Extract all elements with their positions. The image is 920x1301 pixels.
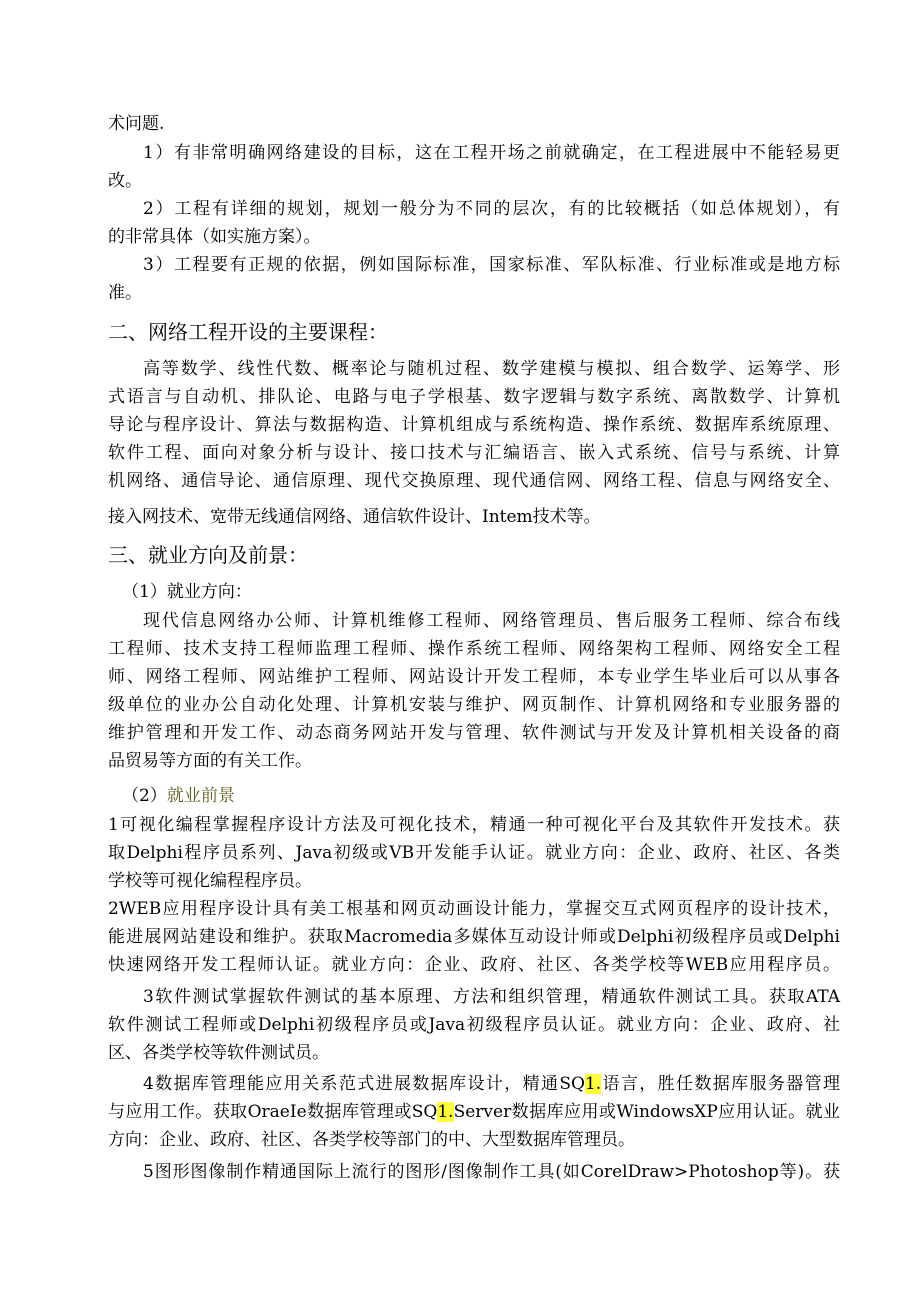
paragraph-line: 5图形图像制作精通国际上流行的图形/图像制作工具(如CorelDraw>Photoshop等)。获	[143, 1162, 840, 1182]
paragraph-line: 3软件测试掌握软件测试的基本原理、方法和组织管理，精通软件测试工具。获取ATA	[143, 987, 840, 1007]
paragraph-line: 品贸易等方面的有关工作。	[108, 751, 312, 771]
paragraph-line	[108, 1100, 840, 1124]
paragraph-line: 2）工程有详细的规划，规划一般分为不同的层次，有的比较概括（如总体规划），有	[143, 199, 840, 219]
text-run: 4数据库管理能应用关系范式进展数据库设计，精通SQ	[143, 1074, 585, 1094]
subsection-heading	[122, 784, 235, 808]
paragraph-line: 机网络、通信导论、通信原理、现代交换原理、现代通信网、网络工程、信息与网络安全、	[108, 471, 840, 491]
paragraph-line: 的非常具体（如实施方案）。	[108, 227, 321, 247]
paragraph-line: 准。	[108, 283, 142, 303]
text-run: 语言，胜任数据库服务器管理	[601, 1074, 840, 1094]
highlighted-text: 1.	[584, 1074, 602, 1094]
text-run: 与应用工作。获取OraeIe数据库管理或SQ	[108, 1102, 438, 1122]
subsection-number: （2）	[122, 786, 167, 806]
paragraph-line: 工程师、技术支持工程师监理工程师、操作系统工程师、网络架构工程师、网络安全工程	[108, 639, 840, 659]
paragraph-line: 高等数学、线性代数、概率论与随机过程、数学建模与模拟、组合数学、运筹学、形	[143, 359, 840, 379]
paragraph-line: 现代信息网络办公师、计算机维修工程师、网络管理员、售后服务工程师、综合布线	[143, 611, 840, 631]
paragraph-line: 学校等可视化编程程序员。	[108, 871, 312, 891]
section-heading: 三、就业方向及前景：	[108, 543, 308, 567]
paragraph-line	[143, 1072, 840, 1096]
paragraph-line: 式语言与自动机、排队论、电路与电子学根基、数字逻辑与数字系统、离散数学、计算机	[108, 387, 840, 407]
subsection-heading: （1）就业方向：	[122, 582, 252, 602]
paragraph-line: 术问题.	[108, 114, 165, 134]
text-run: Server数据库应用或WindowsXP应用认证。就业	[453, 1102, 840, 1122]
paragraph-line: 软件测试工程师或Delphi初级程序员或Java初级程序员认证。就业方向：企业、政府、社	[108, 1015, 840, 1035]
paragraph-line: 软件工程、面向对象分析与设计、接口技术与汇编语言、嵌入式系统、信号与系统、计算	[108, 443, 840, 463]
paragraph-line: 2WEB应用程序设计具有美工根基和网页动画设计能力，掌握交互式网页程序的设计技术，	[108, 899, 840, 919]
paragraph-line: 快速网络开发工程师认证。就业方向：企业、政府、社区、各类学校等WEB应用程序员。	[108, 955, 840, 975]
paragraph-line: 导论与程序设计、算法与数据构造、计算机组成与系统构造、操作系统、数据库系统原理、	[108, 415, 840, 435]
paragraph-line: 3）工程要有正规的依据，例如国际标准，国家标准、军队标准、行业标准或是地方标	[143, 255, 840, 275]
paragraph-line: 能进展网站建设和维护。获取Macromedia多媒体互动设计师或Delphi初级程序员或Delphi	[108, 927, 840, 947]
paragraph-line: 维护管理和开发工作、动态商务网站开发与管理、软件测试与开发及计算机相关设备的商	[108, 723, 840, 743]
paragraph-line: 区、各类学校等软件测试员。	[108, 1043, 329, 1063]
paragraph-line: 1可视化编程掌握程序设计方法及可视化技术，精通一种可视化平台及其软件开发技术。获	[108, 815, 840, 835]
section-heading: 二、网络工程开设的主要课程：	[108, 320, 388, 344]
paragraph-line: 师、网络工程师、网站维护工程师、网站设计开发工程师，本专业学生毕业后可以从事各	[108, 667, 840, 687]
paragraph-line: 取Delphi程序员系列、Java初级或VB开发能手认证。就业方向：企业、政府、社区、各类	[108, 843, 840, 863]
paragraph-line: 级单位的业办公自动化处理、计算机安装与维护、网页制作、计算机网络和专业服务器的	[108, 695, 840, 715]
subsection-label: 就业前景	[166, 786, 235, 806]
paragraph-line: 方向：企业、政府、社区、各类学校等部门的中、大型数据库管理员。	[108, 1130, 635, 1150]
paragraph-line: 接入网技术、宽带无线通信网络、通信软件设计、Intem技术等。	[108, 507, 601, 527]
paragraph-line: 1）有非常明确网络建设的目标，这在工程开场之前就确定，在工程进展中不能轻易更	[143, 143, 840, 163]
highlighted-text: 1.	[437, 1102, 454, 1122]
paragraph-line: 改。	[108, 171, 142, 191]
